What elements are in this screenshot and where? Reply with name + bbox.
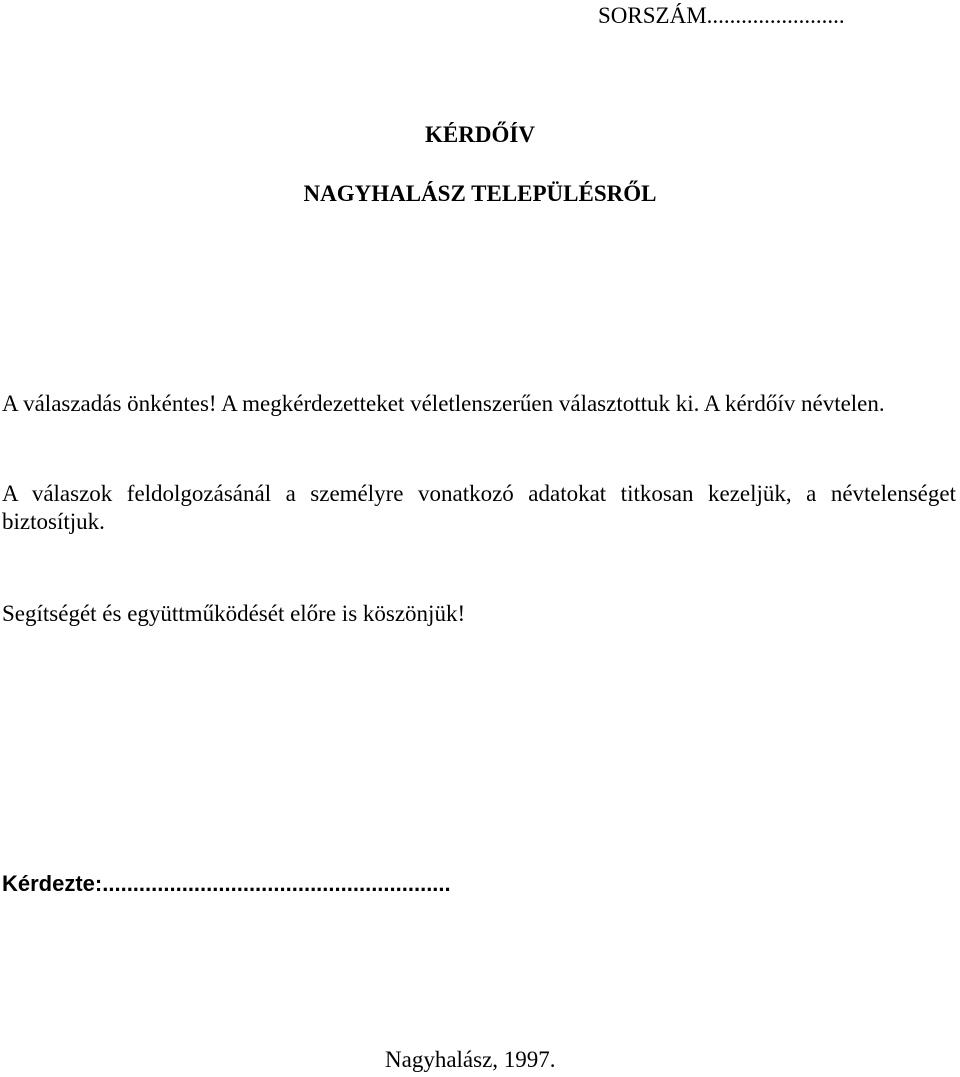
intro-paragraph-voluntary: A válaszadás önkéntes! A megkérdezetteket véletlenszerűen választottuk ki. A kérdőív névtelen. (2, 391, 885, 416)
intro-paragraph-thanks: Segítségét és együttműködését előre is köszönjük! (2, 601, 466, 626)
interviewer-field: Kérdezte:......................................................... (2, 871, 451, 896)
intro-paragraph-confidentiality: A válaszok feldolgozásánál a személyre vonatkozó adatokat titkosan kezeljük, a névtelenséget biztosítjuk. (2, 481, 956, 534)
place-and-date: Nagyhalász, 1997. (385, 1047, 556, 1072)
document-subtitle: NAGYHALÁSZ TELEPÜLÉSRŐL (303, 181, 657, 206)
document-title: KÉRDŐÍV (425, 122, 535, 147)
serial-number-field: SORSZÁM........................ (598, 3, 845, 28)
